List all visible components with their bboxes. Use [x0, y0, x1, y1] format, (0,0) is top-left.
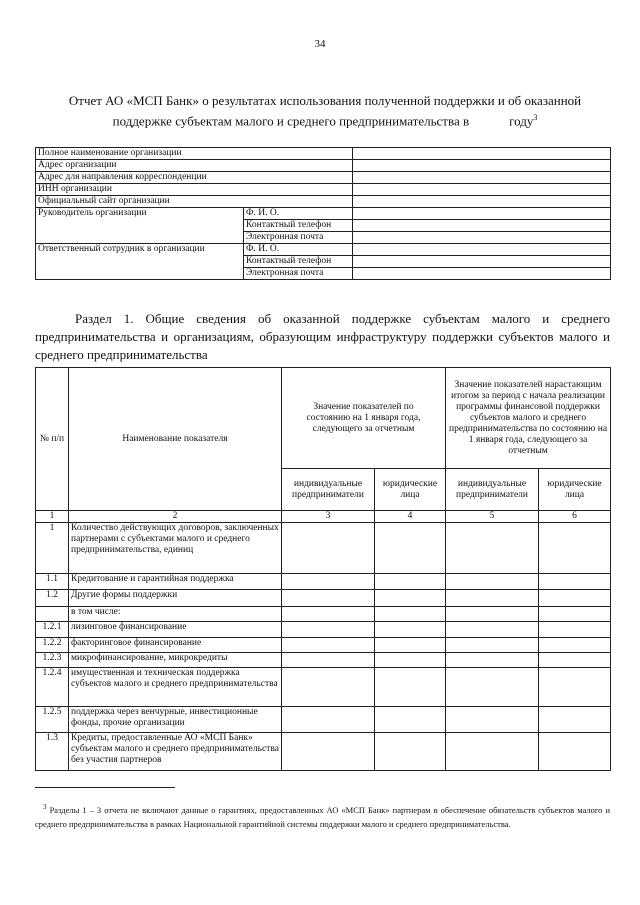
value-cell[interactable] — [446, 607, 539, 622]
org-field-label: Официальный сайт организации — [36, 196, 353, 208]
row-number: 1.1 — [36, 574, 69, 590]
value-cell[interactable] — [446, 523, 539, 574]
col-number: 6 — [539, 511, 611, 523]
org-field-value[interactable] — [353, 172, 611, 184]
col-header-number: № п/п — [36, 368, 69, 511]
value-cell[interactable] — [282, 733, 375, 771]
document-title — [40, 92, 610, 129]
row-number: 1.2.5 — [36, 707, 69, 733]
title-line-1: Отчет АО «МСП Банк» о результатах использования полученной поддержки и об оказанной — [68, 93, 582, 108]
page-number: 34 — [314, 38, 326, 50]
contact-field-value[interactable] — [353, 268, 611, 280]
value-cell[interactable] — [539, 622, 611, 638]
row-number: 1 — [36, 523, 69, 574]
table-row — [36, 574, 611, 590]
org-field-value[interactable] — [353, 196, 611, 208]
contact-field-value[interactable] — [353, 208, 611, 220]
col-group-cumulative: Значение показателей нарастающим итогом за период с начала реализации программы финансовой поддержки субъектов малого и среднего предпринимательства по состоянию на 1 января года, следующего за отчетным — [446, 368, 611, 469]
value-cell[interactable] — [539, 707, 611, 733]
table-row — [36, 638, 611, 653]
table-row — [36, 668, 611, 707]
row-name: в том числе: — [69, 607, 282, 622]
table-row — [36, 523, 611, 574]
footnote-ref: 3 — [533, 113, 538, 122]
section-heading: Раздел 1. Общие сведения об оказанной поддержке субъектам малого и среднего предпринимательства и организациям, образующим инфраструктуру поддержки субъектов малого и среднего предпринимательства — [35, 311, 610, 362]
contact-field-value[interactable] — [353, 232, 611, 244]
col-header-ul-2: юридические лица — [539, 469, 611, 511]
footnote — [35, 800, 610, 831]
table-row — [36, 707, 611, 733]
contact-field-value[interactable] — [353, 244, 611, 256]
col-header-ul-1: юридические лица — [375, 469, 446, 511]
row-name: поддержка через венчурные, инвестиционные фонды, прочие организации — [69, 707, 282, 733]
row-number: 1.2 — [36, 590, 69, 607]
table-row — [36, 607, 611, 622]
value-cell[interactable] — [539, 638, 611, 653]
col-header-name: Наименование показателя — [69, 368, 282, 511]
contact-field-label: Электронная почта — [244, 232, 353, 244]
contact-field-value[interactable] — [353, 256, 611, 268]
value-cell[interactable] — [282, 638, 375, 653]
contact-field-label: Контактный телефон — [244, 256, 353, 268]
footnote-divider — [35, 787, 175, 788]
value-cell[interactable] — [375, 574, 446, 590]
org-field-value[interactable] — [353, 148, 611, 160]
value-cell[interactable] — [446, 653, 539, 668]
value-cell[interactable] — [446, 668, 539, 707]
row-number: 1.2.3 — [36, 653, 69, 668]
col-header-ip-2: индивидуальные предприниматели — [446, 469, 539, 511]
row-name: Кредитование и гарантийная поддержка — [69, 574, 282, 590]
col-header-ip-1: индивидуальные предприниматели — [282, 469, 375, 511]
org-person-responsible: Ответственный сотрудник в организации — [36, 244, 244, 280]
value-cell[interactable] — [282, 668, 375, 707]
col-number: 4 — [375, 511, 446, 523]
row-number: 1.3 — [36, 733, 69, 771]
contact-field-value[interactable] — [353, 220, 611, 232]
org-field-value[interactable] — [353, 184, 611, 196]
value-cell[interactable] — [539, 523, 611, 574]
value-cell[interactable] — [446, 574, 539, 590]
value-cell[interactable] — [539, 653, 611, 668]
value-cell[interactable] — [375, 523, 446, 574]
title-line-2 — [40, 109, 610, 129]
value-cell[interactable] — [375, 733, 446, 771]
col-number: 5 — [446, 511, 539, 523]
value-cell[interactable] — [282, 653, 375, 668]
value-cell[interactable] — [282, 523, 375, 574]
row-name: Количество действующих договоров, заключенных партнерами с субъектами малого и среднего предпринимательства, единиц — [69, 523, 282, 574]
value-cell[interactable] — [282, 707, 375, 733]
organization-table — [35, 147, 611, 280]
value-cell[interactable] — [539, 733, 611, 771]
value-cell[interactable] — [375, 622, 446, 638]
value-cell[interactable] — [375, 707, 446, 733]
org-field-label: Адрес организации — [36, 160, 353, 172]
value-cell[interactable] — [446, 638, 539, 653]
value-cell[interactable] — [539, 668, 611, 707]
contact-field-label: Ф. И. О. — [244, 208, 353, 220]
title-year-word: году — [509, 113, 534, 129]
value-cell[interactable] — [375, 590, 446, 607]
row-name: Другие формы поддержки — [69, 590, 282, 607]
table-row — [36, 733, 611, 771]
org-field-label: ИНН организации — [36, 184, 353, 196]
value-cell[interactable] — [446, 707, 539, 733]
value-cell[interactable] — [282, 590, 375, 607]
col-number: 2 — [69, 511, 282, 523]
col-number: 3 — [282, 511, 375, 523]
value-cell[interactable] — [446, 622, 539, 638]
org-field-label: Адрес для направления корреспонденции — [36, 172, 353, 184]
contact-field-label: Электронная почта — [244, 268, 353, 280]
row-number: 1.2.1 — [36, 622, 69, 638]
contact-field-label: Ф. И. О. — [244, 244, 353, 256]
value-cell[interactable] — [539, 574, 611, 590]
value-cell[interactable] — [282, 574, 375, 590]
value-cell[interactable] — [375, 607, 446, 622]
row-number: 1.2.4 — [36, 668, 69, 707]
row-name: лизинговое финансирование — [69, 622, 282, 638]
value-cell[interactable] — [539, 590, 611, 607]
contact-field-label: Контактный телефон — [244, 220, 353, 232]
value-cell[interactable] — [282, 607, 375, 622]
table-row — [36, 622, 611, 638]
col-group-current: Значение показателей по состоянию на 1 января года, следующего за отчетным — [282, 368, 446, 469]
table-row — [36, 653, 611, 668]
footnote-text: Разделы 1 – 3 отчета не включают данные о гарантиях, предоставленных АО «МСП Банк» партнерам в обеспечение обязательств субъектов малого и среднего предпринимательства в рамках Национальной гарантийной системы поддержки малого и среднего предпринимательства. — [35, 804, 610, 829]
row-name: имущественная и техническая поддержка субъектов малого и среднего предпринимательства — [69, 668, 282, 707]
value-cell[interactable] — [446, 733, 539, 771]
value-cell[interactable] — [282, 622, 375, 638]
title-line-2-text: поддержке субъектам малого и среднего предпринимательства в — [112, 113, 470, 129]
col-number: 1 — [36, 511, 69, 523]
row-name: факторинговое финансирование — [69, 638, 282, 653]
row-number — [36, 607, 69, 622]
row-name: микрофинансирование, микрокредиты — [69, 653, 282, 668]
org-field-value[interactable] — [353, 160, 611, 172]
org-person-head: Руководитель организации — [36, 208, 244, 244]
row-number: 1.2.2 — [36, 638, 69, 653]
org-field-label: Полное наименование организации — [36, 148, 353, 160]
table-row — [36, 590, 611, 607]
indicators-table — [35, 367, 611, 771]
value-cell[interactable] — [446, 590, 539, 607]
value-cell[interactable] — [375, 668, 446, 707]
row-name: Кредиты, предоставленные АО «МСП Банк» субъектам малого и среднего предпринимательства без участия партнеров — [69, 733, 282, 771]
footnote-mark: 3 — [43, 803, 47, 811]
value-cell[interactable] — [375, 653, 446, 668]
value-cell[interactable] — [375, 638, 446, 653]
value-cell[interactable] — [539, 607, 611, 622]
